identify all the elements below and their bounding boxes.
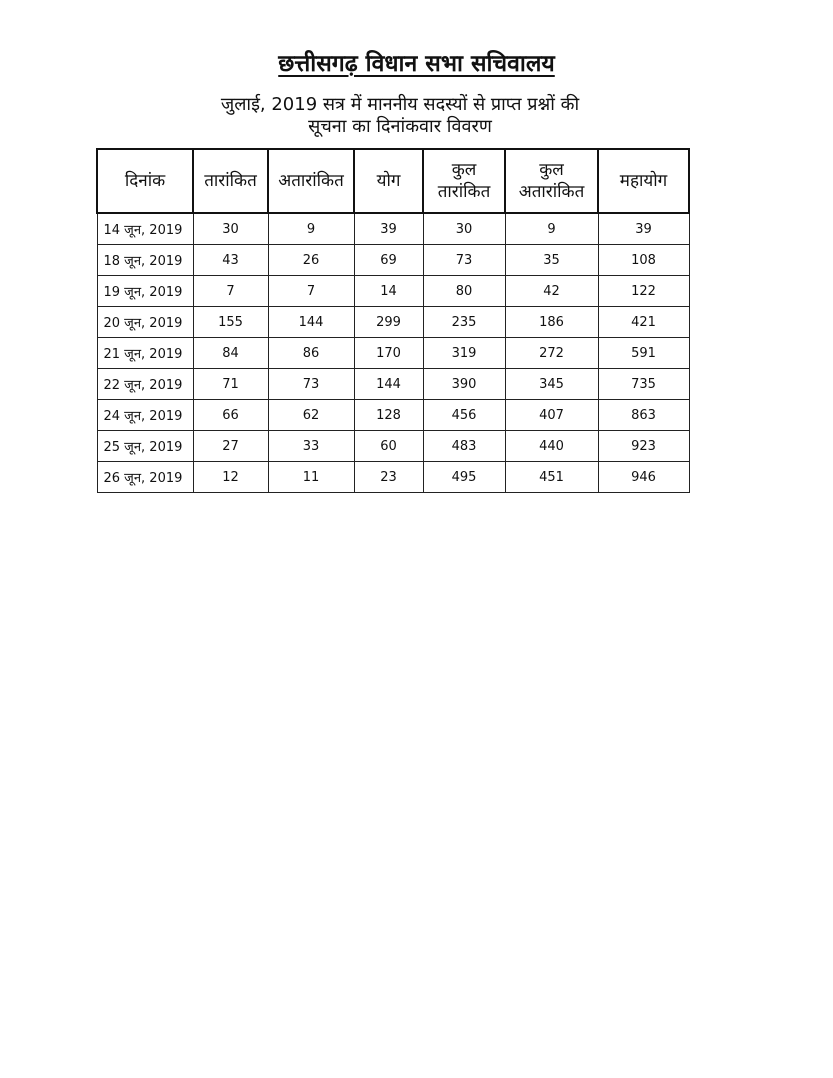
cell-total: 23 <box>354 462 423 493</box>
cell-unstarred: 62 <box>268 400 354 431</box>
page-title: छत्तीसगढ़ विधान सभा सचिवालय <box>278 51 555 77</box>
cell-grand-total: 108 <box>598 245 689 276</box>
cell-cumulative-unstarred: 345 <box>505 369 598 400</box>
table-row <box>97 276 689 307</box>
cell-grand-total: 421 <box>598 307 689 338</box>
cell-cumulative-starred: 235 <box>423 307 505 338</box>
cell-starred: 30 <box>193 213 268 245</box>
table-row <box>97 307 689 338</box>
table-row <box>97 462 689 493</box>
header-grand-total: महायोग <box>598 149 689 213</box>
cell-starred: 66 <box>193 400 268 431</box>
cell-date: 25 जून, 2019 <box>97 431 193 462</box>
table-row <box>97 245 689 276</box>
cell-total: 128 <box>354 400 423 431</box>
table-header-row <box>97 149 689 213</box>
cell-date: 24 जून, 2019 <box>97 400 193 431</box>
cell-unstarred: 33 <box>268 431 354 462</box>
cell-total: 14 <box>354 276 423 307</box>
cell-unstarred: 144 <box>268 307 354 338</box>
cell-total: 299 <box>354 307 423 338</box>
cell-cumulative-starred: 495 <box>423 462 505 493</box>
cell-cumulative-unstarred: 186 <box>505 307 598 338</box>
table-row <box>97 431 689 462</box>
cell-starred: 84 <box>193 338 268 369</box>
cell-grand-total: 946 <box>598 462 689 493</box>
cell-grand-total: 735 <box>598 369 689 400</box>
cell-unstarred: 86 <box>268 338 354 369</box>
header-total: योग <box>354 149 423 213</box>
cell-grand-total: 122 <box>598 276 689 307</box>
cell-total: 69 <box>354 245 423 276</box>
header-cumulative-unstarred: कुल अतारांकित <box>505 149 598 213</box>
cell-unstarred: 73 <box>268 369 354 400</box>
questions-table <box>96 148 690 493</box>
cell-cumulative-unstarred: 35 <box>505 245 598 276</box>
cell-starred: 12 <box>193 462 268 493</box>
header-cumulative-starred: कुल तारांकित <box>423 149 505 213</box>
cell-date: 18 जून, 2019 <box>97 245 193 276</box>
cell-grand-total: 863 <box>598 400 689 431</box>
cell-unstarred: 11 <box>268 462 354 493</box>
cell-date: 26 जून, 2019 <box>97 462 193 493</box>
cell-grand-total: 591 <box>598 338 689 369</box>
cell-cumulative-starred: 456 <box>423 400 505 431</box>
cell-cumulative-unstarred: 407 <box>505 400 598 431</box>
subtitle-line-1: जुलाई, 2019 सत्र में माननीय सदस्यों से प्राप्त प्रश्नों की <box>220 94 580 115</box>
cell-cumulative-unstarred: 9 <box>505 213 598 245</box>
cell-date: 14 जून, 2019 <box>97 213 193 245</box>
header-starred: तारांकित <box>193 149 268 213</box>
cell-total: 60 <box>354 431 423 462</box>
cell-grand-total: 923 <box>598 431 689 462</box>
cell-date: 19 जून, 2019 <box>97 276 193 307</box>
cell-date: 20 जून, 2019 <box>97 307 193 338</box>
cell-unstarred: 7 <box>268 276 354 307</box>
cell-cumulative-starred: 30 <box>423 213 505 245</box>
cell-cumulative-starred: 319 <box>423 338 505 369</box>
cell-total: 170 <box>354 338 423 369</box>
table-row <box>97 338 689 369</box>
subtitle-line-2: सूचना का दिनांकवार विवरण <box>308 116 492 137</box>
cell-starred: 155 <box>193 307 268 338</box>
cell-total: 39 <box>354 213 423 245</box>
cell-cumulative-starred: 80 <box>423 276 505 307</box>
cell-date: 21 जून, 2019 <box>97 338 193 369</box>
cell-cumulative-unstarred: 440 <box>505 431 598 462</box>
table-body <box>97 213 689 493</box>
table-row <box>97 213 689 245</box>
cell-unstarred: 26 <box>268 245 354 276</box>
table-row <box>97 369 689 400</box>
table-row <box>97 400 689 431</box>
cell-total: 144 <box>354 369 423 400</box>
cell-cumulative-unstarred: 272 <box>505 338 598 369</box>
cell-cumulative-starred: 73 <box>423 245 505 276</box>
page-heading-container <box>0 46 833 78</box>
cell-cumulative-starred: 483 <box>423 431 505 462</box>
cell-cumulative-starred: 390 <box>423 369 505 400</box>
cell-unstarred: 9 <box>268 213 354 245</box>
header-unstarred: अतारांकित <box>268 149 354 213</box>
cell-starred: 71 <box>193 369 268 400</box>
cell-grand-total: 39 <box>598 213 689 245</box>
cell-cumulative-unstarred: 42 <box>505 276 598 307</box>
cell-starred: 27 <box>193 431 268 462</box>
cell-date: 22 जून, 2019 <box>97 369 193 400</box>
cell-cumulative-unstarred: 451 <box>505 462 598 493</box>
header-date: दिनांक <box>97 149 193 213</box>
cell-starred: 43 <box>193 245 268 276</box>
cell-starred: 7 <box>193 276 268 307</box>
